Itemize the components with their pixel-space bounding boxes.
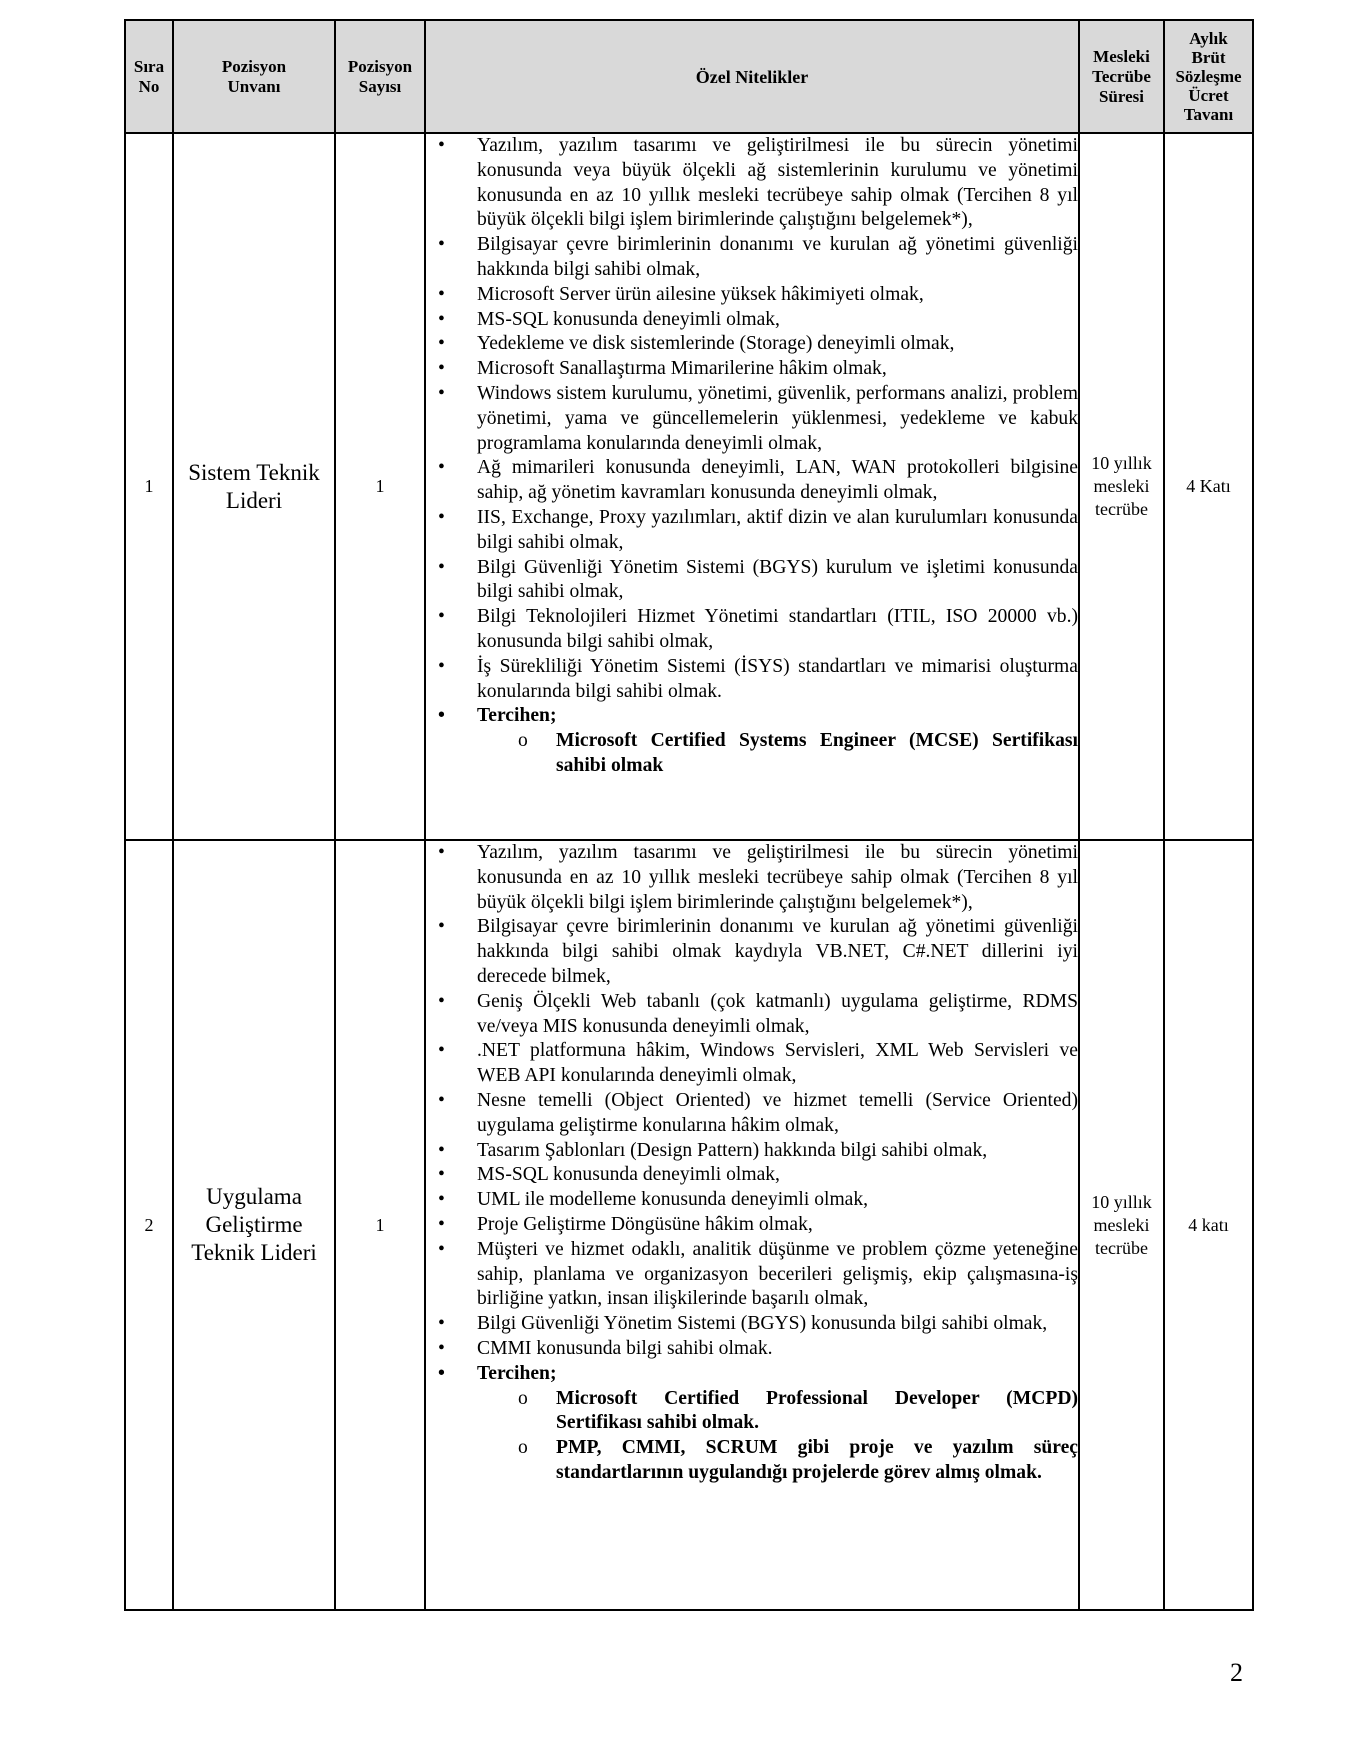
- qualification-text: Bilgisayar çevre birimlerinin donanımı ve kurulan ağ yönetimi güvenliği hakkında bilgi sahibi olmak kaydıyla VB.NET, C#.NET dillerini iyi derecede bilmek,: [477, 916, 1078, 987]
- qualification-text: Bilgi Güvenliği Yönetim Sistemi (BGYS) konusunda bilgi sahibi olmak,: [477, 1313, 1048, 1335]
- preference-list-item: [426, 729, 1078, 779]
- bullet-icon: •: [438, 556, 445, 578]
- list-item: [426, 1089, 1078, 1139]
- bullet-icon: •: [438, 1313, 445, 1335]
- header-ozel-nitelikler: Özel Nitelikler: [425, 20, 1079, 133]
- list-item: [426, 1188, 1078, 1213]
- list-item: [426, 283, 1078, 308]
- qualification-text: Microsoft Sanallaştırma Mimarilerine hâkim olmak,: [477, 358, 887, 380]
- bullet-icon: •: [438, 990, 445, 1012]
- qualifications-cell: [425, 133, 1079, 840]
- list-item: [426, 990, 1078, 1040]
- bullet-icon: •: [438, 1089, 445, 1111]
- position-count: 1: [335, 133, 425, 840]
- position-title: Sistem Teknik Lideri: [173, 133, 335, 840]
- list-item: [426, 332, 1078, 357]
- qualification-text: Proje Geliştirme Döngüsüne hâkim olmak,: [477, 1213, 813, 1235]
- qualifications-cell: [425, 840, 1079, 1610]
- list-item: [426, 556, 1078, 606]
- list-item: [426, 1039, 1078, 1089]
- qualification-text: Bilgisayar çevre birimlerinin donanımı ve kurulan ağ yönetimi güvenliği hakkında bilgi sahibi olmak,: [477, 234, 1078, 280]
- list-item: [426, 308, 1078, 333]
- list-item: [426, 605, 1078, 655]
- bullet-icon: •: [438, 1213, 445, 1235]
- bullet-icon: •: [438, 606, 445, 628]
- list-item: [426, 506, 1078, 556]
- list-item: [426, 1139, 1078, 1164]
- bullet-icon: •: [438, 234, 445, 256]
- circle-bullet-icon: o: [518, 730, 528, 752]
- qualification-text: UML ile modelleme konusunda deneyimli olmak,: [477, 1189, 869, 1211]
- bullet-icon: •: [438, 308, 445, 330]
- list-item: [426, 915, 1078, 989]
- bullet-icon: •: [438, 457, 445, 479]
- qualification-text: Ağ mimarileri konusunda deneyimli, LAN, WAN protokolleri bilgisine sahip, ağ yönetim kavramları konusunda deneyimli olmak,: [477, 457, 1078, 504]
- qualification-text: Müşteri ve hizmet odaklı, analitik düşünme ve problem çözme yeteneğine sahip, planlama ve organizasyon becerileri gelişmiş, ekip çalışmasına-iş birliğine yatkın, insan ilişkilerinde başarılı olmak,: [477, 1238, 1078, 1310]
- header-pozisyon-unvani: Pozisyon Unvanı: [173, 20, 335, 133]
- qualification-text: İş Sürekliliği Yönetim Sistemi (İSYS) standartları ve mimarisi oluşturma konularında bilgi sahibi olmak.: [477, 655, 1078, 702]
- salary-ceiling: 4 katı: [1164, 840, 1253, 1610]
- bullet-icon: •: [438, 1164, 445, 1186]
- preference-text: PMP, CMMI, SCRUM gibi proje ve yazılım süreç standartlarının uygulandığı projelerde görev almış olmak.: [556, 1437, 1078, 1483]
- preference-list-item: [426, 1387, 1078, 1437]
- preference-item: [426, 1362, 1078, 1486]
- bullet-icon: •: [438, 382, 445, 404]
- experience-duration: 10 yıllık mesleki tecrübe: [1079, 840, 1164, 1610]
- experience-duration: 10 yıllık mesleki tecrübe: [1079, 133, 1164, 840]
- qualifications-list: [426, 134, 1078, 779]
- bullet-icon: •: [438, 1040, 445, 1062]
- qualification-text: Windows sistem kurulumu, yönetimi, güvenlik, performans analizi, problem yönetimi, yama ve güncellemelerin yüklenmesi, yedekleme ve kabuk programlama konularında deneyimli olmak,: [477, 382, 1078, 454]
- table-row: [125, 133, 1253, 840]
- position-count: 1: [335, 840, 425, 1610]
- bullet-icon: •: [438, 842, 445, 863]
- qualification-text: .NET platformuna hâkim, Windows Servisleri, XML Web Servisleri ve WEB API konularında deneyimli olmak,: [477, 1040, 1078, 1087]
- preference-text: Microsoft Certified Professional Developer (MCPD) Sertifikası sahibi olmak.: [556, 1387, 1078, 1434]
- preference-text: Microsoft Certified Systems Engineer (MCSE) Sertifikası sahibi olmak: [556, 730, 1078, 776]
- qualification-text: MS-SQL konusunda deneyimli olmak,: [477, 1164, 780, 1186]
- preference-list: [477, 729, 1078, 779]
- qualifications-list: [426, 841, 1078, 1486]
- header-sira-no: Sıra No: [125, 20, 173, 133]
- circle-bullet-icon: o: [518, 1437, 528, 1459]
- list-item: [426, 1213, 1078, 1238]
- bullet-icon: •: [438, 135, 445, 156]
- preference-label: Tercihen;: [477, 705, 557, 727]
- preference-item: [426, 704, 1078, 778]
- circle-bullet-icon: o: [518, 1387, 528, 1409]
- bullet-icon: •: [438, 506, 445, 528]
- bullet-icon: •: [438, 916, 445, 938]
- qualification-text: Yazılım, yazılım tasarımı ve geliştirilmesi ile bu sürecin yönetimi konusunda en az 10 yıllık mesleki tecrübeye sahip olmak (Tercihen 8 yıl büyük ölçekli bilgi işlem birimlerinde çalıştığını belgelemek*),: [477, 842, 1078, 913]
- list-item: [426, 357, 1078, 382]
- preference-label: Tercihen;: [477, 1362, 557, 1384]
- list-item: [426, 1163, 1078, 1188]
- list-item: [426, 233, 1078, 283]
- list-item: [426, 1337, 1078, 1362]
- qualification-text: CMMI konusunda bilgi sahibi olmak.: [477, 1337, 773, 1359]
- qualification-text: Nesne temelli (Object Oriented) ve hizmet temelli (Service Oriented) uygulama geliştirme konularına hâkim olmak,: [477, 1089, 1078, 1136]
- bullet-icon: •: [438, 333, 445, 355]
- qualification-text: MS-SQL konusunda deneyimli olmak,: [477, 308, 780, 330]
- list-item: [426, 134, 1078, 233]
- header-ucret-tavani: Aylık Brüt Sözleşme Ücret Tavanı: [1164, 20, 1253, 133]
- bullet-icon: •: [438, 655, 445, 677]
- qualification-text: Bilgi Teknolojileri Hizmet Yönetimi standartları (ITIL, ISO 20000 vb.) konusunda bilgi sahibi olmak,: [477, 606, 1078, 652]
- qualification-text: Yedekleme ve disk sistemlerinde (Storage) deneyimli olmak,: [477, 333, 955, 355]
- bullet-icon: •: [438, 283, 445, 305]
- header-row: [125, 20, 1253, 133]
- bullet-icon: •: [438, 1139, 445, 1161]
- row-number: 2: [125, 840, 173, 1610]
- header-pozisyon-sayisi: Pozisyon Sayısı: [335, 20, 425, 133]
- row-number: 1: [125, 133, 173, 840]
- list-item: [426, 1238, 1078, 1312]
- bullet-icon: •: [438, 1362, 445, 1384]
- table-row: [125, 840, 1253, 1610]
- page-number: 2: [1230, 1658, 1243, 1687]
- salary-ceiling: 4 Katı: [1164, 133, 1253, 840]
- preference-list: [477, 1387, 1078, 1486]
- qualification-text: IIS, Exchange, Proxy yazılımları, aktif dizin ve alan kurulumları konusunda bilgi sahibi olmak,: [477, 506, 1078, 553]
- qualification-text: Yazılım, yazılım tasarımı ve geliştirilmesi ile bu sürecin yönetimi konusunda veya büyük ölçekli ağ sistemlerinin kurulumu ve yönetimi konusunda en az 10 yıllık mesleki tecrübeye sahip olmak (Tercihen 8 yıl büyük ölçekli bilgi işlem birimlerinde çalıştığını belgelemek*),: [477, 135, 1078, 231]
- positions-table: [124, 19, 1254, 1611]
- list-item: [426, 456, 1078, 506]
- qualification-text: Geniş Ölçekli Web tabanlı (çok katmanlı) uygulama geliştirme, RDMS ve/veya MIS konusunda deneyimli olmak,: [477, 990, 1078, 1037]
- bullet-icon: •: [438, 358, 445, 380]
- header-mesleki-tecrube: Mesleki Tecrübe Süresi: [1079, 20, 1164, 133]
- list-item: [426, 841, 1078, 915]
- preference-list-item: [426, 1436, 1078, 1486]
- list-item: [426, 1312, 1078, 1337]
- bullet-icon: •: [438, 1189, 445, 1211]
- qualification-text: Microsoft Server ürün ailesine yüksek hâkimiyeti olmak,: [477, 283, 924, 305]
- bullet-icon: •: [438, 1238, 445, 1260]
- bullet-icon: •: [438, 705, 445, 727]
- qualification-text: Bilgi Güvenliği Yönetim Sistemi (BGYS) kurulum ve işletimi konusunda bilgi sahibi olmak,: [477, 556, 1078, 603]
- bullet-icon: •: [438, 1337, 445, 1359]
- list-item: [426, 655, 1078, 705]
- position-title: Uygulama Geliştirme Teknik Lideri: [173, 840, 335, 1610]
- list-item: [426, 382, 1078, 456]
- qualification-text: Tasarım Şablonları (Design Pattern) hakkında bilgi sahibi olmak,: [477, 1139, 988, 1161]
